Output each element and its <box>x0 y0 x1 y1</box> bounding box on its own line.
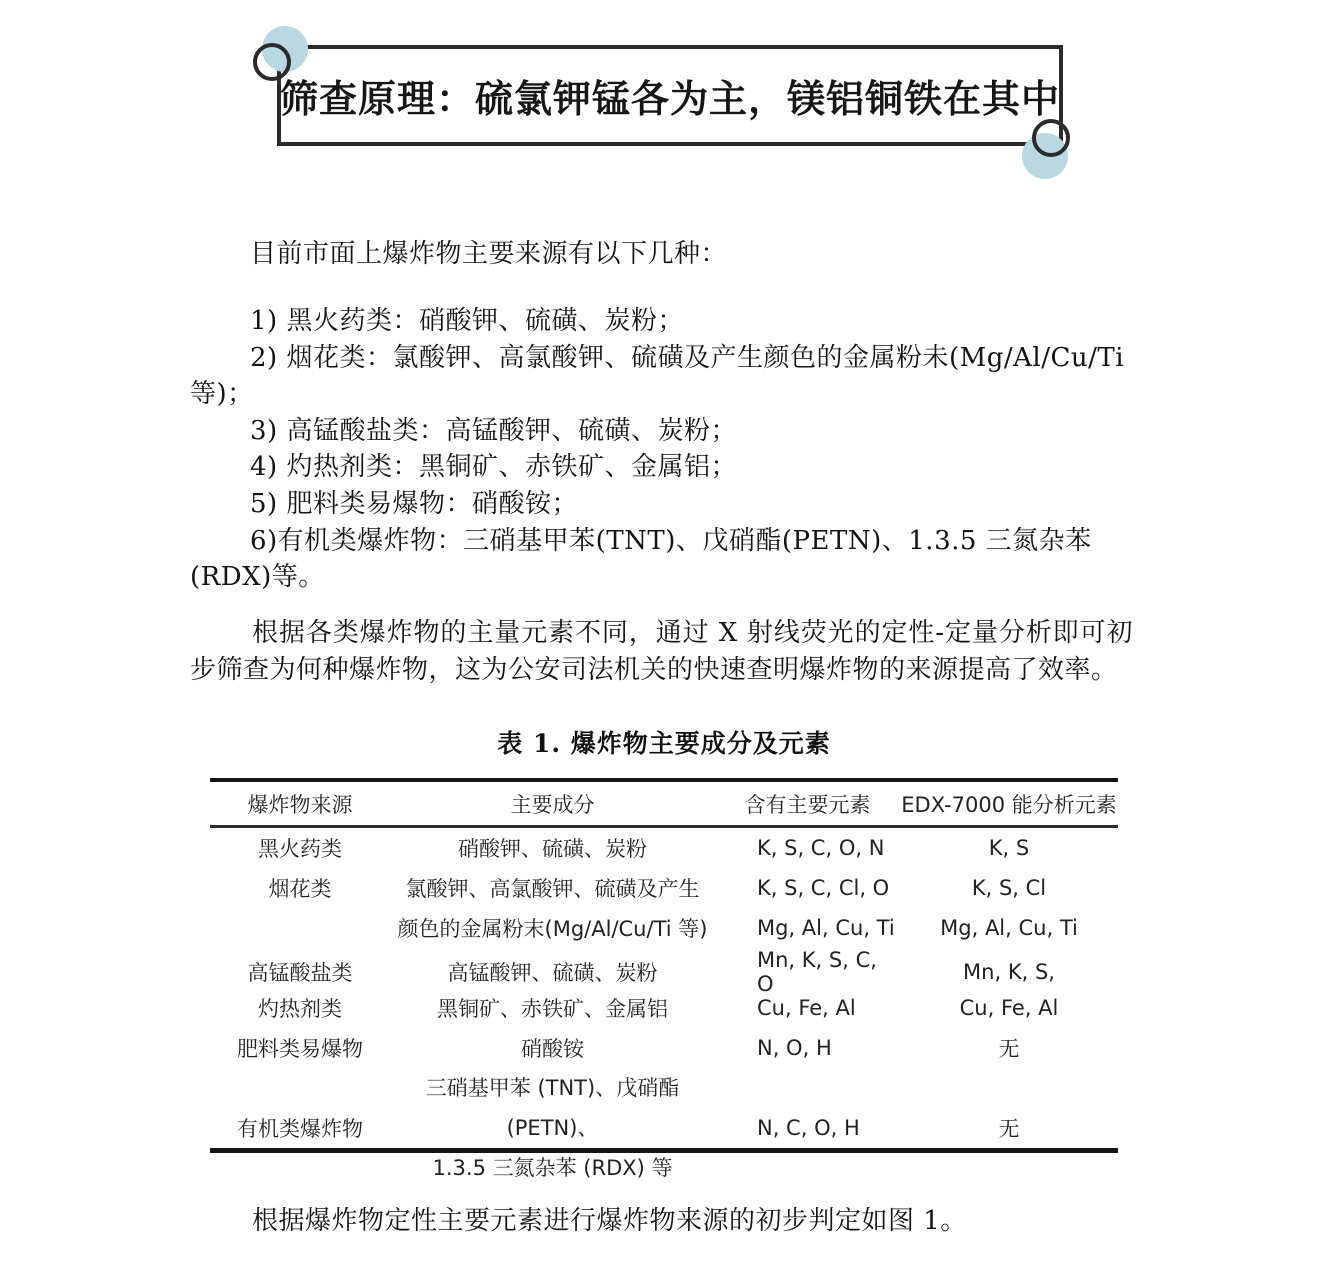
table-row <box>210 908 1118 948</box>
cell-components: 黑铜矿、赤铁矿、金属铝 <box>437 997 668 1021</box>
title-banner <box>277 45 1063 146</box>
list-item-permanganate: 3) 高锰酸盐类：高锰酸钾、硫磺、炭粉； <box>250 415 737 446</box>
cell-components: 颜色的金属粉末(Mg/Al/Cu/Ti 等) <box>397 917 708 941</box>
cell-components-line: 三硝基甲苯 (TNT)、戊硝酯 (PETN)、 <box>425 1076 680 1140</box>
cell-elements: K, S, C, Cl, O <box>757 876 890 900</box>
list-item-incendiary: 4) 灼热剂类：黑铜矿、赤铁矿、金属铝； <box>250 452 737 483</box>
cell-components: 高锰酸钾、硫磺、炭粉 <box>447 961 658 985</box>
table-row <box>210 1068 1118 1180</box>
cell-edx: Cu, Fe, Al <box>959 996 1059 1020</box>
cell-components-line: 1.3.5 三氮杂苯 (RDX) 等 <box>432 1156 673 1180</box>
cell-edx: 无 <box>998 1037 1020 1061</box>
cell-edx: 无 <box>998 1117 1020 1141</box>
table-row <box>210 988 1118 1028</box>
column-header-edx: EDX-7000 能分析元素 <box>901 792 1117 817</box>
cell-elements: Cu, Fe, Al <box>757 996 856 1020</box>
table-row <box>210 828 1118 868</box>
closing-paragraph: 根据爆炸物定性主要元素进行爆炸物来源的初步判定如图 1。 <box>252 1206 967 1236</box>
cell-source: 烟花类 <box>268 877 332 901</box>
cell-components: 氯酸钾、高氯酸钾、硫磺及产生 <box>405 877 700 901</box>
table-row <box>210 948 1118 996</box>
list-item-organic: 6)有机类爆炸物：三硝基甲苯(TNT)、戊硝酯(PETN)、1.3.5 三氮杂苯(RDX)等。 <box>190 525 1092 593</box>
cell-components: 硝酸钾、硫磺、炭粉 <box>458 837 647 861</box>
cell-edx: Mg, Al, Cu, Ti <box>940 916 1078 940</box>
explosive-composition-table <box>210 778 1118 1180</box>
analysis-paragraph: 根据各类爆炸物的主量元素不同，通过 X 射线荧光的定性-定量分析即可初步筛查为何种爆炸物，这为公安司法机关的快速查明爆炸物的来源提高了效率。 <box>190 618 1133 685</box>
cell-source: 肥料类易爆物 <box>237 1037 363 1061</box>
list-item-black-powder: 1) 黑火药类：硝酸钾、硫磺、炭粉； <box>250 306 684 336</box>
table-row <box>210 868 1118 908</box>
page-title: 筛查原理：硫氯钾锰各为主，镁铝铜铁在其中 <box>280 77 1061 121</box>
cell-elements: Mg, Al, Cu, Ti <box>757 916 895 940</box>
explosive-source-list <box>190 303 1133 596</box>
column-header-components: 主要成分 <box>510 792 595 817</box>
cell-elements: N, C, O, H <box>757 1116 860 1140</box>
cell-elements: N, O, H <box>757 1036 832 1060</box>
cell-source: 有机类爆炸物 <box>237 1117 363 1141</box>
cell-edx: K, S, Cl <box>971 876 1047 900</box>
list-item-fertilizer: 5) 肥料类易爆物：硝酸铵； <box>250 488 578 519</box>
cell-edx: K, S <box>988 836 1030 860</box>
cell-source: 灼热剂类 <box>258 997 342 1021</box>
cell-elements: K, S, C, O, N <box>757 836 885 860</box>
cell-components <box>390 1068 715 1188</box>
column-header-elements: 含有主要元素 <box>744 792 871 817</box>
intro-paragraph: 目前市面上爆炸物主要来源有以下几种： <box>250 239 728 269</box>
ring-icon <box>253 43 291 81</box>
cell-source: 黑火药类 <box>258 837 342 861</box>
list-item-fireworks: 2) 烟花类：氯酸钾、高氯酸钾、硫磺及产生颜色的金属粉未(Mg/Al/Cu/Ti 等)； <box>190 342 1125 410</box>
cell-edx: Mn, K, S, <box>963 960 1055 984</box>
table-row <box>210 1028 1118 1068</box>
ring-icon <box>1032 119 1070 157</box>
table-header-row <box>210 782 1118 828</box>
cell-source: 高锰酸盐类 <box>247 961 353 985</box>
cell-elements: Mn, K, S, C, O <box>757 948 877 996</box>
table-caption: 表 1. 爆炸物主要成分及元素 <box>497 729 831 758</box>
column-header-source: 爆炸物来源 <box>247 792 353 817</box>
cell-components: 硝酸铵 <box>521 1037 584 1061</box>
